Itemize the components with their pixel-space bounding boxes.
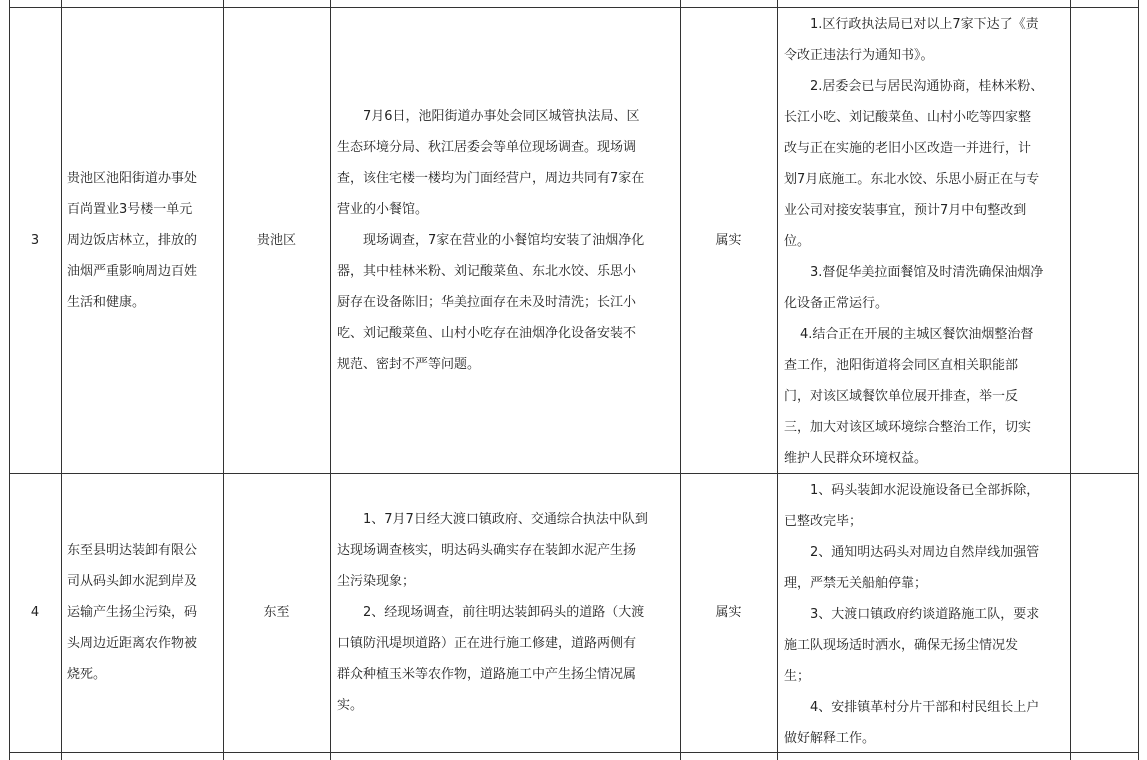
grid-line <box>777 0 778 760</box>
row-4-verdict: 属实 <box>715 605 742 620</box>
grid-line <box>330 0 331 760</box>
row-3-measures: 1.区行政执法局已对以上7家下达了《责 令改正违法行为通知书》。 2.居委会已与居民沟通协商，桂林米粉、 长江小吃、刘记酸菜鱼、山村小吃等四家整 改与正在实施的老旧小区改造一并进行，计 划7月底施工。东北水饺、乐思小厨正在与专 业公司对接安装事宜，预计7月中旬整改到 位。 3.督促华美拉面餐馆及时清洗确保油烟净 化设备正常运行。 4.结合正在开展的主城区餐饮油烟整治督 查工作，池阳街道将会同区直相关职能部 门，对该区域餐饮单位展开排查，举一反 三，加大对该区域环境综合整治工作，切实 维护人民群众环境权益。 <box>784 17 1044 466</box>
row-4-investigation: 1、7月7日经大渡口镇政府、交通综合执法中队到 达现场调查核实，明达码头确实存在装卸水泥产生扬 尘污染现象； 2、经现场调查，前往明达装卸码头的道路（大渡 口镇防汛堤坝道路）正在进行施工修建，道路两侧有 群众种植玉米等农作物，道路施工中产生扬尘情况属 实。 <box>337 512 648 713</box>
row-4-remarks <box>1070 473 1138 752</box>
row-3-district: 贵池区 <box>256 232 296 248</box>
grid-line <box>61 0 62 760</box>
row-3-issue: 贵池区池阳街道办事处 百尚置业3号楼一单元 周边饭店林立，排放的 油烟严重影响周边百姓 生活和健康。 <box>67 170 198 310</box>
row-3-number: 3 <box>30 232 40 248</box>
row-3-investigation: 7月6日，池阳街道办事处会同区城管执法局、区 生态环境分局、秋江居委会等单位现场调查。现场调 查，该住宅楼一楼均为门面经营户，周边共同有7家在 营业的小餐馆。 现场调查，7家在营业的小餐馆均安装了油烟净化 器，其中桂林米粉、刘记酸菜鱼、东北水饺、乐思小 厨存在设备陈旧；华美拉面存在未及时清洗；长江小 吃、刘记酸菜鱼、山村小吃存在油烟净化设备安装不 规范、密封不严等问题。 <box>337 108 645 372</box>
row-3-verdict: 属实 <box>715 232 742 248</box>
row-4-district: 东至 <box>263 605 290 620</box>
grid-line <box>1138 0 1139 760</box>
row-4-number: 4 <box>30 605 40 620</box>
row-3-remarks <box>1070 7 1138 473</box>
row-4-measures: 1、码头装卸水泥设施设备已全部拆除， 已整改完毕； 2、通知明达码头对周边自然岸线加强管 理，严禁无关船舶停靠； 3、大渡口镇政府约谈道路施工队，要求 施工队现场适时洒水，确保无扬尘情况发 生； 4、安排镇革村分片干部和村民组长上户 做好解释工作。 <box>784 483 1040 746</box>
row-4-issue: 东至县明达装卸有限公 司从码头卸水泥到岸及 运输产生扬尘污染，码 头周边近距离农作物被 烧死。 <box>67 543 198 682</box>
